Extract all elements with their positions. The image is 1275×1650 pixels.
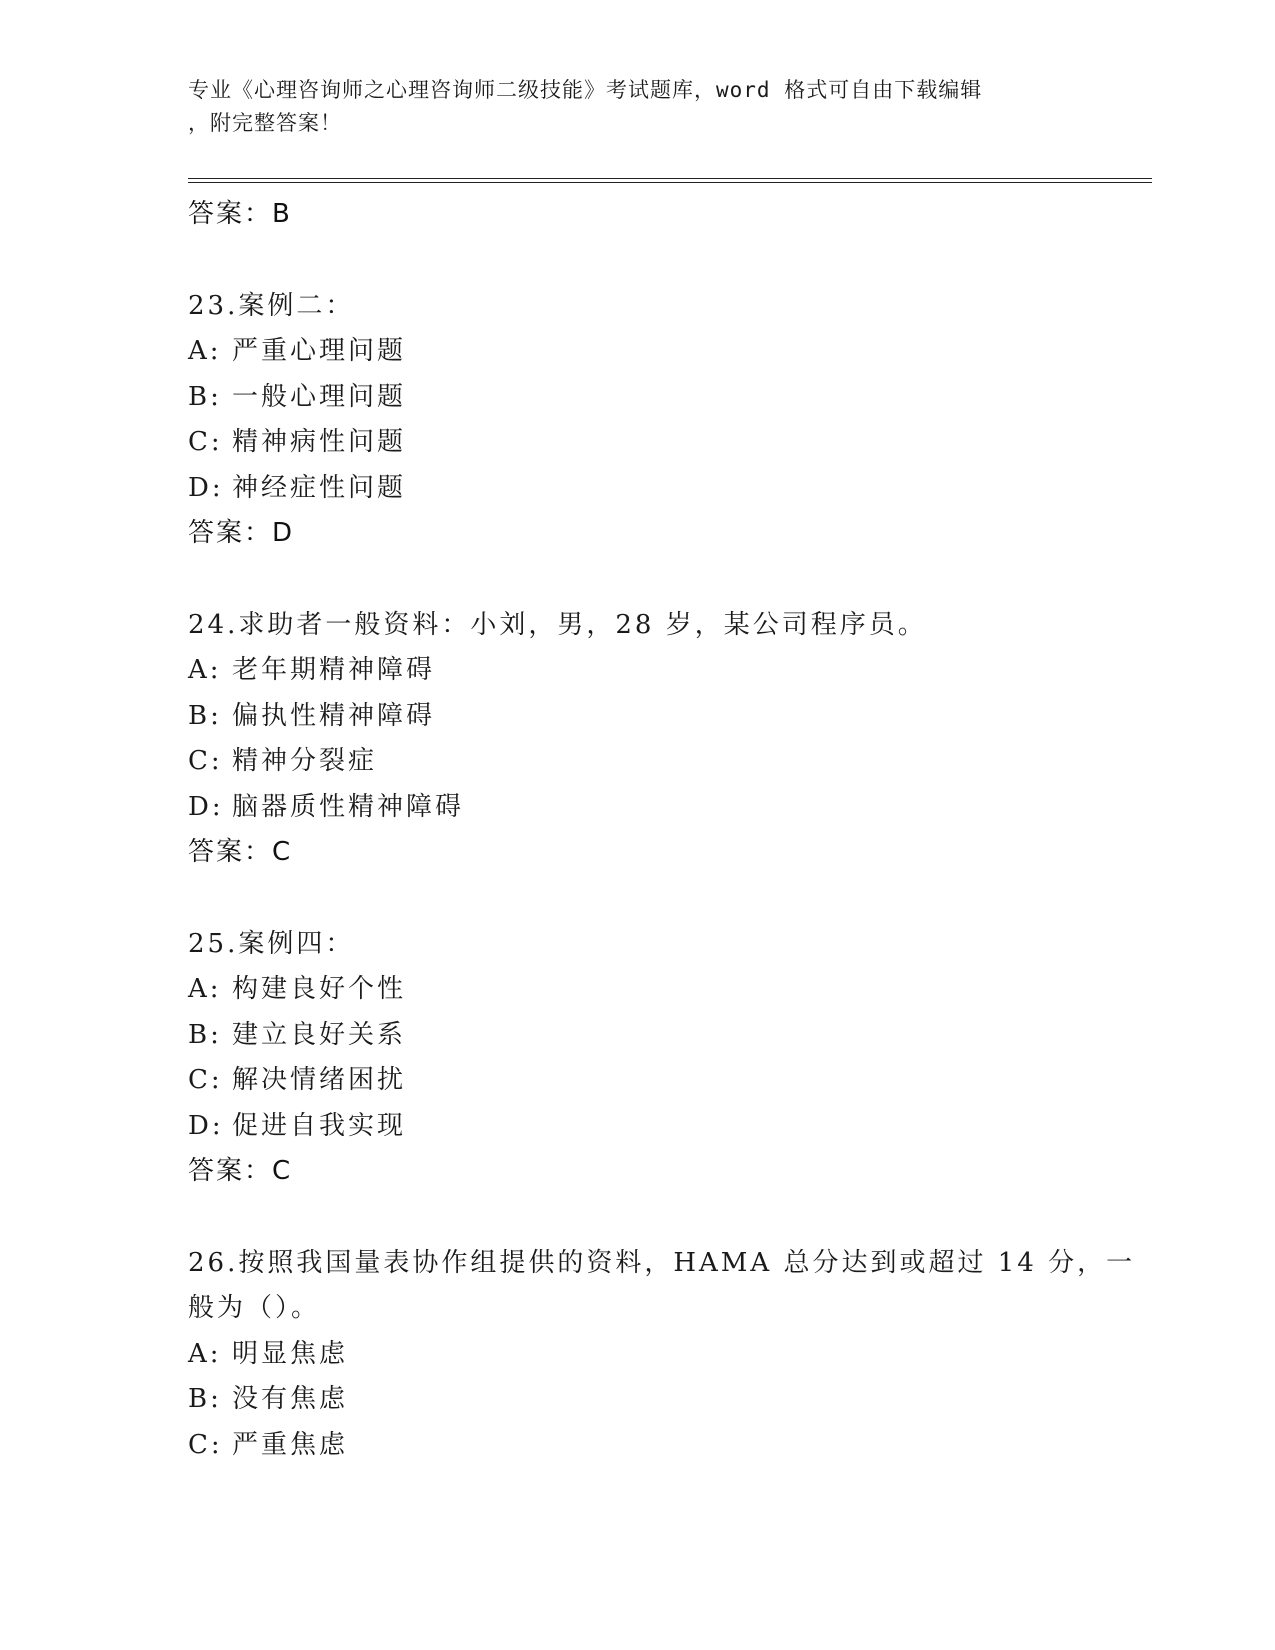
option-text: 偏执性精神障碍 <box>232 700 436 731</box>
header-line-2: ，附完整答案！ <box>188 111 342 135</box>
option-letter: C: <box>188 746 223 776</box>
option-letter: D: <box>188 791 224 822</box>
option-text: 构建良好个性 <box>232 974 407 1004</box>
question-stem: 25.案例四： <box>188 928 355 959</box>
question-23 <box>188 284 1088 557</box>
option-text: 建立良好关系 <box>232 1019 407 1050</box>
question-stem: 23.案例二： <box>188 290 355 321</box>
option-c <box>188 1058 1088 1104</box>
header-rule-top <box>188 178 1152 179</box>
option-letter: C: <box>188 1429 223 1460</box>
option-letter: C: <box>188 1065 223 1095</box>
option-letter: B: <box>188 1384 222 1414</box>
option-text: 促进自我实现 <box>232 1110 407 1141</box>
answer: 答案：C <box>188 1156 293 1186</box>
option-d <box>188 1104 1088 1150</box>
option-c <box>188 420 1088 466</box>
option-text: 明显焦虑 <box>232 1338 349 1369</box>
option-text: 一般心理问题 <box>232 381 407 412</box>
question-stem-line-1: 26.按照我国量表协作组提供的资料，HAMA 总分达到或超过 14 分，一 <box>188 1247 1136 1278</box>
option-b <box>188 375 1088 421</box>
option-text: 严重心理问题 <box>232 336 407 366</box>
option-letter: B: <box>188 381 222 412</box>
question-26 <box>188 1241 1136 1469</box>
option-d <box>188 466 1088 512</box>
option-c <box>188 739 1088 785</box>
option-letter: A: <box>188 1338 222 1369</box>
option-letter: B: <box>188 1019 222 1050</box>
answer: 答案：C <box>188 837 293 867</box>
option-letter: D: <box>188 472 224 503</box>
header-line-1: 专业《心理咨询师之心理咨询师二级技能》考试题库，word 格式可自由下载编辑 <box>188 78 983 102</box>
option-b <box>188 1377 1088 1423</box>
option-text: 神经症性问题 <box>232 472 407 503</box>
option-letter: A: <box>188 655 222 685</box>
option-a <box>188 329 1088 375</box>
option-text: 精神分裂症 <box>232 746 378 776</box>
header-rule-bottom <box>188 182 1152 183</box>
option-letter: D: <box>188 1110 224 1141</box>
option-text: 精神病性问题 <box>232 427 407 457</box>
option-letter: A: <box>188 974 222 1004</box>
option-text: 严重焦虑 <box>232 1429 349 1460</box>
option-text: 没有焦虑 <box>232 1384 349 1414</box>
option-text: 脑器质性精神障碍 <box>232 791 465 822</box>
question-stem: 24.求助者一般资料：小刘，男，28 岁，某公司程序员。 <box>188 609 927 640</box>
option-b <box>188 694 1088 740</box>
document-header <box>188 74 1068 140</box>
option-b <box>188 1013 1088 1059</box>
question-stem-line-2: 般为（）。 <box>188 1293 321 1323</box>
option-text: 老年期精神障碍 <box>232 655 436 685</box>
answer: 答案：D <box>188 518 295 548</box>
question-24 <box>188 603 1088 876</box>
question-list <box>188 192 1136 1468</box>
answer-22: 答案：B <box>188 199 292 229</box>
option-a <box>188 967 1088 1013</box>
question-25 <box>188 922 1088 1195</box>
option-text: 解决情绪困扰 <box>232 1065 407 1095</box>
option-letter: A: <box>188 336 222 366</box>
option-a <box>188 1332 1088 1378</box>
option-d <box>188 785 1088 831</box>
option-c <box>188 1423 1088 1469</box>
option-letter: C: <box>188 427 223 457</box>
option-a <box>188 648 1088 694</box>
option-letter: B: <box>188 700 222 731</box>
